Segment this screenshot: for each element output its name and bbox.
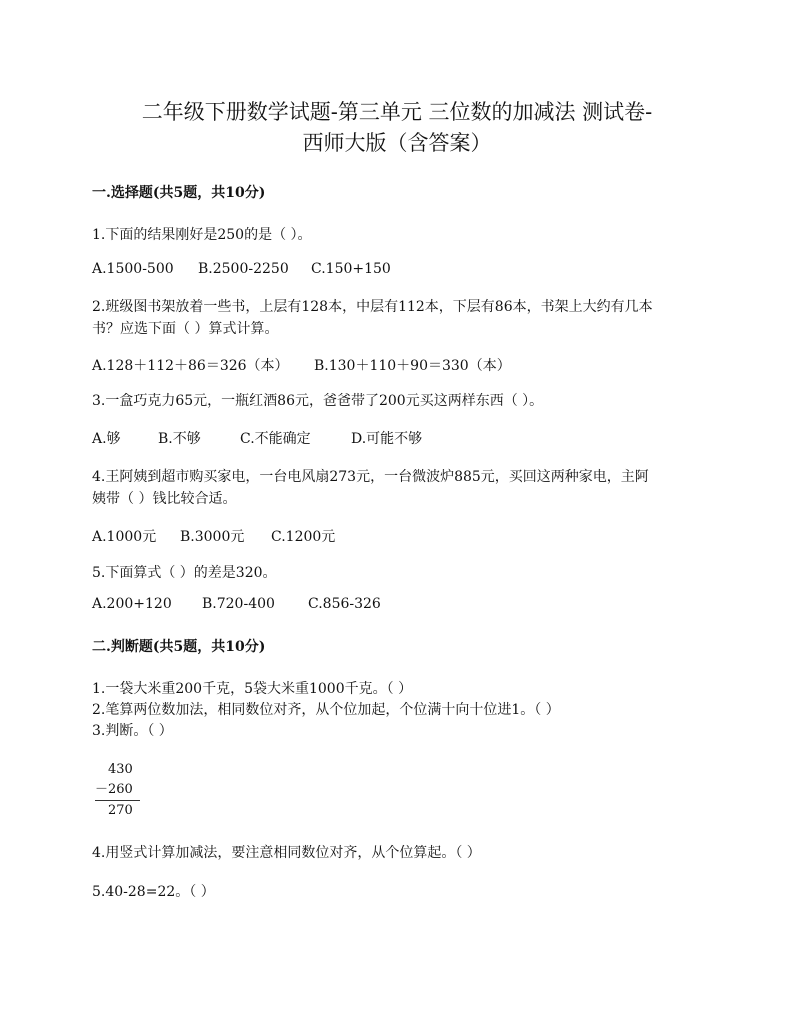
vertical-top-number: 430: [108, 762, 133, 777]
option-a: A.128＋112＋86＝326（本）: [92, 358, 289, 374]
question-2-line1: 2.班级图书架放着一些书，上层有128本，中层有112本，下层有86本，书架上大约有几本: [92, 299, 653, 315]
question-5-options: [92, 596, 381, 612]
judge-item-5: 5.40-28=22。（ ）: [92, 884, 215, 900]
option-b: B.2500-2250: [198, 261, 289, 277]
question-3-options: [92, 428, 422, 448]
minus-sign: －: [95, 782, 109, 797]
question-2-options: [92, 355, 511, 375]
question-4-line2: 姨带（ ）钱比较合适。: [92, 491, 237, 507]
option-a: A.1000元: [92, 529, 157, 545]
option-a: A.够: [92, 431, 121, 447]
option-b: B.720-400: [202, 596, 275, 612]
option-a: A.200+120: [92, 596, 172, 612]
option-d: D.可能不够: [351, 431, 423, 447]
question-2-line2: 书？应选下面（ ）算式计算。: [92, 321, 279, 337]
judge-item-1: 1.一袋大米重200千克，5袋大米重1000千克。（ ）: [92, 681, 413, 697]
question-5: 5.下面算式（ ）的差是320。: [92, 565, 277, 581]
option-c: C.856-326: [308, 596, 381, 612]
vertical-calculation: [95, 760, 145, 821]
question-4-options: [92, 526, 335, 546]
page-title-line2: 西师大版（含答案）: [302, 131, 492, 155]
option-c: C.1200元: [271, 529, 336, 545]
page-title-line1: 二年级下册数学试题-第三单元 三位数的加减法 测试卷-: [141, 100, 653, 124]
question-4-line1: 4.王阿姨到超市购买家电，一台电风扇273元，一台微波炉885元，买回这两种家电，主阿: [92, 469, 649, 485]
vertical-result: 270: [108, 803, 133, 818]
judge-item-2: 2.笔算两位数加法，相同数位对齐，从个位加起，个位满十向十位进1。（ ）: [92, 702, 560, 718]
question-1: 1.下面的结果刚好是250的是（ ）。: [92, 227, 312, 243]
option-b: B.不够: [158, 431, 201, 447]
question-1-options: [92, 261, 391, 277]
option-b: B.130＋110＋90＝330（本）: [314, 358, 511, 374]
option-a: A.1500-500: [92, 261, 174, 277]
vertical-second-number: 260: [108, 782, 133, 797]
section1-heading: 一.选择题(共5题，共10分): [92, 185, 266, 201]
option-c: C.150+150: [311, 261, 391, 277]
option-c: C.不能确定: [240, 431, 311, 447]
judge-item-4: 4.用竖式计算加减法，要注意相同数位对齐，从个位算起。（ ）: [92, 845, 481, 861]
option-b: B.3000元: [180, 529, 245, 545]
question-3: 3.一盒巧克力65元，一瓶红酒86元，爸爸带了200元买这两样东西（ ）。: [92, 393, 544, 409]
section2-heading: 二.判断题(共5题，共10分): [92, 639, 266, 655]
judge-item-3: 3.判断。（ ）: [92, 723, 173, 739]
